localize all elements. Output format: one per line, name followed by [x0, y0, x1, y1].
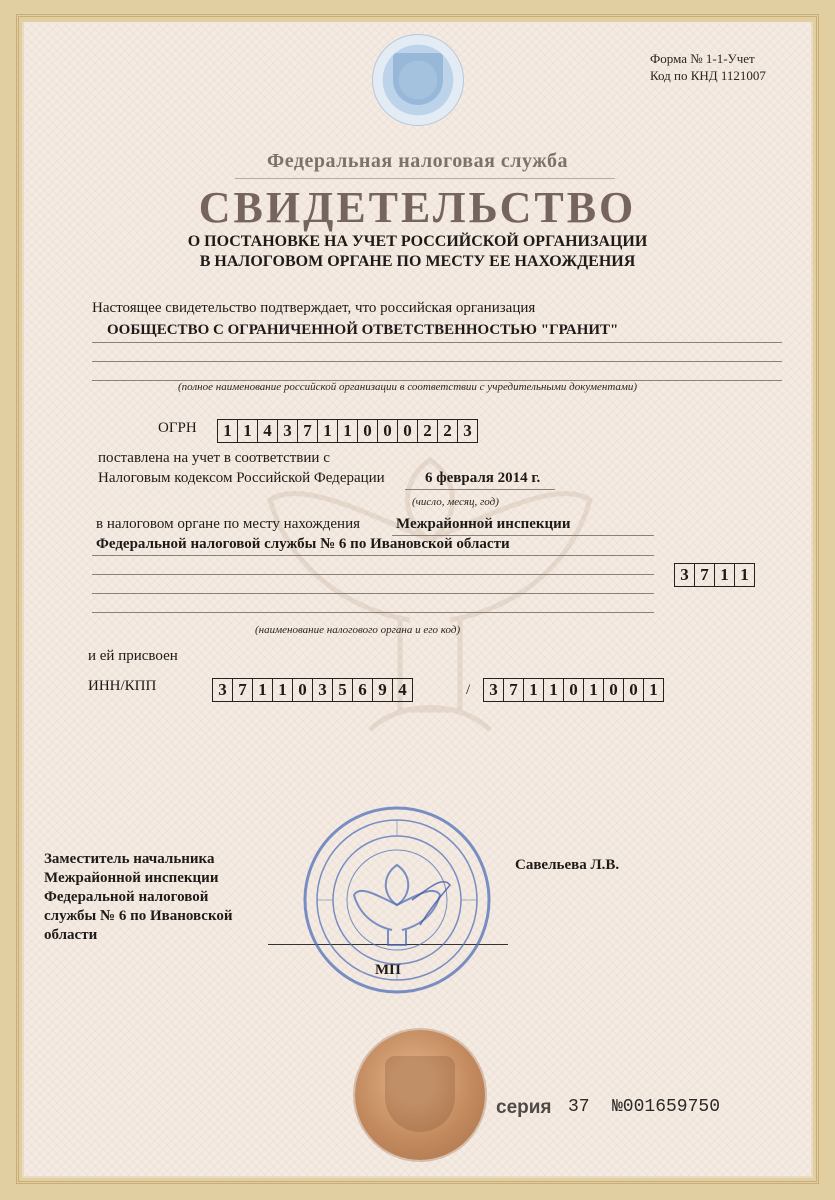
- org-name-note: (полное наименование российской организации в соответствии с учредительными документами): [178, 381, 638, 393]
- agency-underline: [235, 178, 615, 179]
- ogrn-digit: 2: [417, 420, 437, 442]
- ogrn-digit: 7: [297, 420, 317, 442]
- authority-code-digit: 1: [734, 564, 754, 586]
- gold-seal-icon: [355, 1030, 485, 1160]
- position-line: Заместитель начальника: [44, 851, 215, 867]
- date-underline: [405, 489, 555, 490]
- inn-digit: 9: [372, 679, 392, 701]
- authority-code-digit: 3: [680, 565, 689, 584]
- form-code: [650, 50, 766, 84]
- hologram-emblem-icon: [372, 34, 464, 126]
- inn-digit: 7: [232, 679, 252, 701]
- kpp-digit: 1: [583, 679, 603, 701]
- organization-name: ООБЩЕСТВО С ОГРАНИЧЕННОЙ ОТВЕТСТВЕННОСТЬЮ "ГРАНИТ": [107, 322, 619, 338]
- ogrn-digit: 0: [357, 420, 377, 442]
- position-line: Федеральной налоговой: [44, 889, 209, 905]
- ogrn-digit: 1: [337, 420, 357, 442]
- kpp-digit: 0: [563, 679, 583, 701]
- inn-digit: 5: [332, 679, 352, 701]
- kpp-digit: 1: [543, 679, 563, 701]
- ogrn-digit: 1: [317, 420, 337, 442]
- kpp-digit: 0: [623, 679, 643, 701]
- kpp-digit: 0: [603, 679, 623, 701]
- ogrn-digit-box: [217, 419, 478, 443]
- authority-underline-5: [92, 612, 654, 613]
- inn-kpp-separator: /: [466, 682, 471, 698]
- inn-digit: 6: [352, 679, 372, 701]
- authority-underline-2: [92, 555, 654, 556]
- inn-digit: 0: [292, 679, 312, 701]
- subtitle-line-1: О ПОСТАНОВКЕ НА УЧЕТ РОССИЙСКОЙ ОРГАНИЗАЦИИ: [187, 233, 648, 250]
- org-line-2: [92, 361, 782, 362]
- ogrn-digit: 3: [457, 420, 477, 442]
- kpp-digit: 7: [503, 679, 523, 701]
- ogrn-digit: 4: [257, 420, 277, 442]
- kpp-digit-box: [483, 678, 664, 702]
- authority-code-digit: 1: [714, 564, 734, 586]
- knd-code: Код по КНД 1121007: [650, 68, 766, 83]
- authority-name-line-2: Федеральной налоговой службы № 6 по Ивановской области: [96, 536, 510, 552]
- ogrn-digit: 3: [277, 420, 297, 442]
- subtitle-line-2: В НАЛОГОВОМ ОРГАНЕ ПО МЕСТУ ЕЕ НАХОЖДЕНИЯ: [199, 253, 636, 270]
- position-line: Межрайонной инспекции: [44, 870, 219, 886]
- inn-digit: 3: [218, 680, 227, 699]
- inn-digit: 1: [272, 679, 292, 701]
- series-value: 37: [568, 1097, 590, 1117]
- document-title: СВИДЕТЕЛЬСТВО: [198, 183, 637, 232]
- inn-digit: 1: [252, 679, 272, 701]
- official-stamp-icon: [302, 805, 492, 995]
- authority-code-box: [674, 563, 755, 587]
- inn-digit: 4: [392, 679, 412, 701]
- kpp-digit: 1: [643, 679, 663, 701]
- date-note: (число, месяц, год): [412, 496, 499, 508]
- inn-digit: 3: [312, 679, 332, 701]
- kpp-digit: 1: [523, 679, 543, 701]
- kpp-digit: 3: [489, 680, 498, 699]
- ogrn-digit: 2: [437, 420, 457, 442]
- registered-text-1: поставлена на учет в соответствии с: [98, 450, 330, 466]
- authority-code-digit: 7: [694, 564, 714, 586]
- signer-name: Савельева Л.В.: [515, 857, 620, 873]
- form-number: Форма № 1-1-Учет: [650, 51, 755, 66]
- intro-text: Настоящее свидетельство подтверждает, что российская организация: [92, 300, 536, 316]
- org-line-1: [92, 342, 782, 343]
- authority-name-line-1: Межрайонной инспекции: [396, 516, 571, 532]
- authority-prefix: в налоговом органе по месту нахождения: [96, 516, 361, 532]
- ogrn-digit: 1: [237, 420, 257, 442]
- ogrn-digit: 1: [223, 421, 232, 440]
- authority-note: (наименование налогового органа и его код): [255, 624, 461, 636]
- authority-underline-3: [92, 574, 654, 575]
- signer-position: [44, 850, 284, 945]
- inn-kpp-label: ИНН/КПП: [88, 678, 157, 694]
- mp-label: МП: [375, 962, 401, 978]
- ogrn-digit: 0: [397, 420, 417, 442]
- registration-date: 6 февраля 2014 г.: [425, 470, 541, 486]
- assigned-text: и ей присвоен: [88, 648, 178, 664]
- registered-text-2: Налоговым кодексом Российской Федерации: [98, 470, 385, 486]
- position-line: области: [44, 927, 98, 943]
- position-line: службы № 6 по Ивановской: [44, 908, 233, 924]
- inn-digit-box: [212, 678, 413, 702]
- authority-underline-4: [92, 593, 654, 594]
- series-label: серия: [496, 1097, 552, 1118]
- ogrn-digit: 0: [377, 420, 397, 442]
- ogrn-label: ОГРН: [158, 420, 197, 436]
- certificate-number: №001659750: [612, 1097, 721, 1117]
- agency-name: Федеральная налоговая служба: [267, 150, 568, 172]
